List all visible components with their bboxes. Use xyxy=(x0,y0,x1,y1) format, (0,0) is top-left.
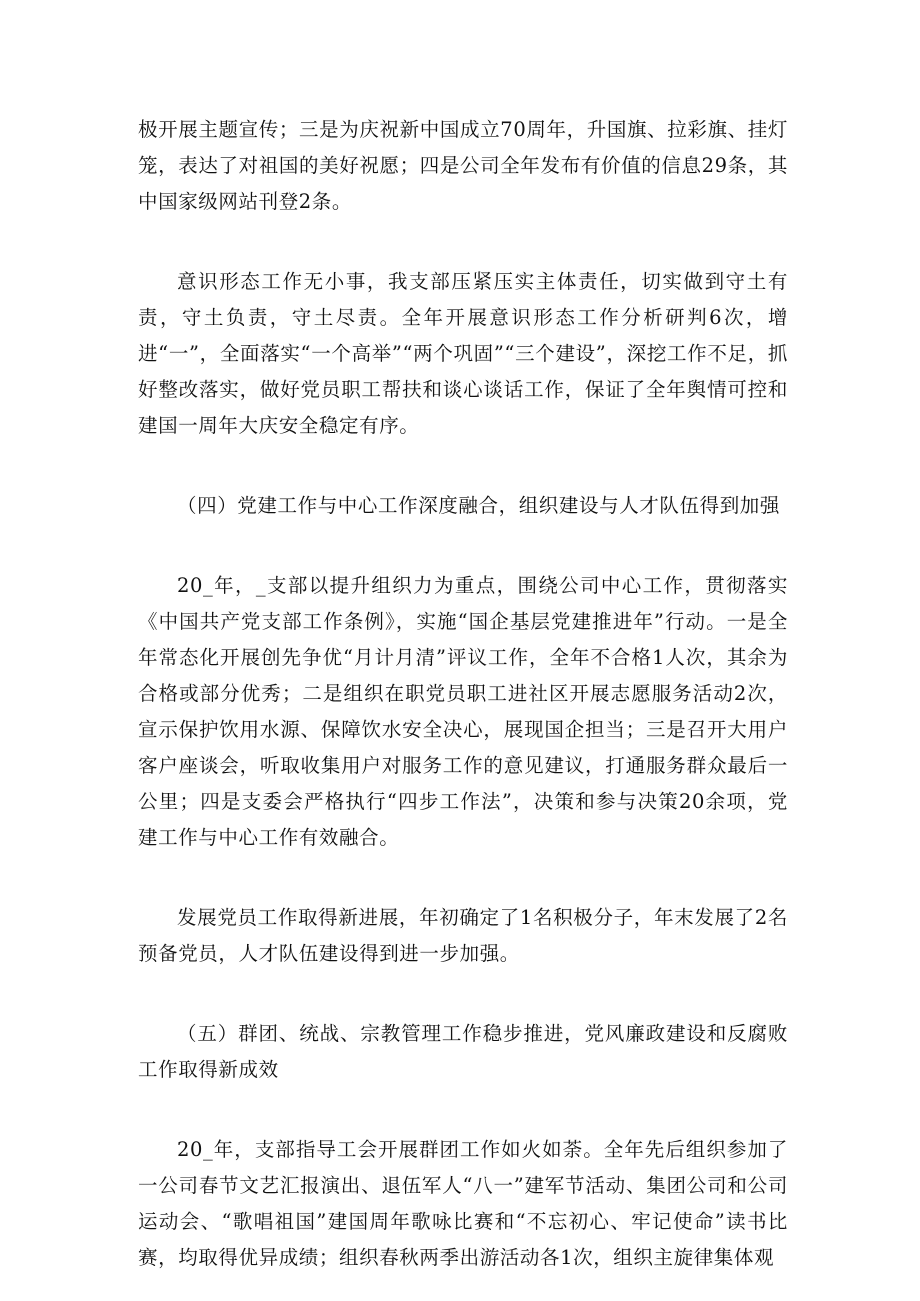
paragraph-mass-organization-work: 20_年，支部指导工会开展群团工作如火如荼。全年先后组织参加了一公司春节文艺汇报演出、退伍军人“八一”建军节活动、集团公司和公司运动会、“歌唱祖国”建国周年歌咏比赛和“不忘初心、牢记使命”读书比赛，均取得优异成绩；组织春秋两季出游活动各1次，组织主旋律集体观 xyxy=(138,1138,788,1269)
paragraph-gap xyxy=(138,524,788,568)
paragraph-gap xyxy=(138,972,788,1016)
paragraph-organization-building: 20_年，_支部以提升组织力为重点，围绕公司中心工作，贯彻落实《中国共产党支部工作条例》，实施“国企基层党建推进年”行动。一是全年常态化开展创先争优“月计月清”评议工作，全年不合格1人次，其余为合格或部分优秀；二是组织在职党员职工进社区开展志愿服务活动2次，宣示保护饮用水源、保障饮水安全决心，展现国企担当；三是召开大用户客户座谈会，听取收集用户对服务工作的意见建议，打通服务群众最后一公里；四是支委会严格执行“四步工作法”，决策和参与决策20余项，党建工作与中心工作有效融合。 xyxy=(138,574,788,849)
paragraph-gap xyxy=(138,220,788,264)
paragraph-gap xyxy=(138,1088,788,1132)
paragraph-member-development: 发展党员工作取得新进展，年初确定了1名积极分子，年末发展了2名预备党员，人才队伍建设得到进一步加强。 xyxy=(138,906,788,965)
paragraph-ideology-work: 意识形态工作无小事，我支部压紧压实主体责任，切实做到守土有责，守土负责，守土尽责。全年开展意识形态工作分析研判6次，增进“一”，全面落实“一个高举”“两个巩固”“三个建设”，深挖工作不足，抓好整改落实，做好党员职工帮扶和谈心谈话工作，保证了全年舆情可控和建国一周年大庆安全稳定有序。 xyxy=(138,270,788,437)
paragraph-gap xyxy=(138,856,788,900)
paragraph-propaganda-continued: 极开展主题宣传；三是为庆祝新中国成立70周年，升国旗、拉彩旗、挂灯笼，表达了对祖国的美好祝愿；四是公司全年发布有价值的信息29条，其中国家级网站刊登2条。 xyxy=(138,118,788,213)
section-heading-4: （四）党建工作与中心工作深度融合，组织建设与人才队伍得到加强 xyxy=(177,494,781,517)
paragraph-gap xyxy=(138,444,788,488)
section-heading-5: （五）群团、统战、宗教管理工作稳步推进，党风廉政建设和反腐败工作取得新成效 xyxy=(138,1022,788,1081)
document-body xyxy=(138,112,788,1276)
